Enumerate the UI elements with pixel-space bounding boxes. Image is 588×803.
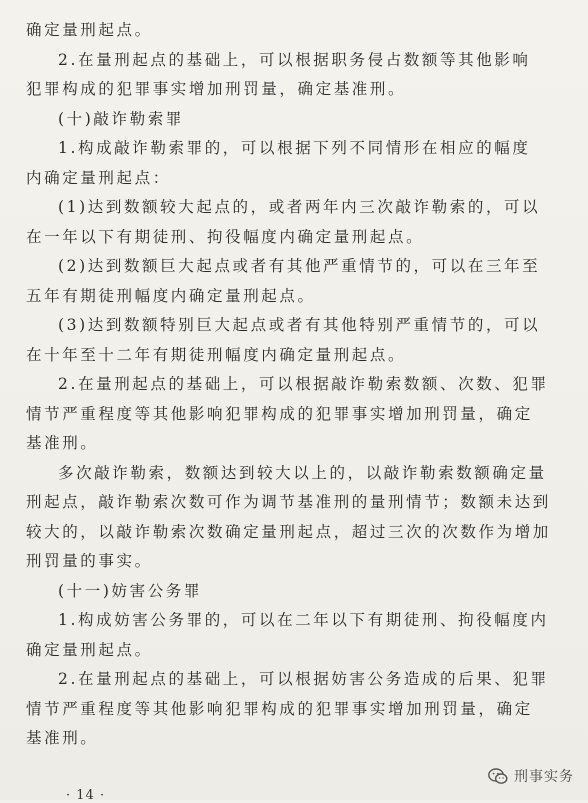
text-line: 在十年至十二年有期徒刑幅度内确定量刑起点。	[26, 345, 407, 364]
text-line: 情节严重程度等其他影响犯罪构成的犯罪事实增加刑罚量，确定	[26, 404, 533, 423]
text-line: 五年有期徒刑幅度内确定量刑起点。	[26, 286, 316, 305]
text-line: 在一年以下有期徒刑、拘役幅度内确定量刑起点。	[26, 227, 425, 246]
text-line: 情节严重程度等其他影响犯罪构成的犯罪事实增加刑罚量，确定	[26, 699, 533, 718]
text-line: 2.在量刑起点的基础上，可以根据职务侵占数额等其他影响	[58, 50, 531, 69]
text-line: 多次敲诈勒索，数额达到较大以上的，以敲诈勒索数额确定量	[58, 463, 547, 482]
text-line: 确定量刑起点。	[26, 21, 153, 39]
text-line: 基准刑。	[26, 729, 99, 747]
section-heading: (十)敲诈勒索罪	[58, 109, 184, 128]
page-number: · 14 ·	[66, 788, 106, 803]
text-line: 2.在量刑起点的基础上，可以根据敲诈勒索数额、次数、犯罪	[58, 375, 549, 393]
text-line: 1.构成妨害公务罪的，可以在二年以下有期徒刑、拘役幅度内	[58, 611, 549, 629]
document-body	[26, 16, 566, 754]
watermark	[488, 766, 574, 786]
text-line: (1)达到数额较大起点的，或者两年内三次敲诈勒索的，可以	[58, 198, 541, 216]
text-line: (2)达到数额巨大起点或者有其他严重情节的，可以在三年至	[58, 257, 541, 275]
text-line: 确定量刑起点。	[26, 640, 153, 659]
text-line: (3)达到数额特别巨大起点或者有其他特别严重情节的，可以	[58, 316, 541, 334]
text-line: 刑起点，敲诈勒索次数可作为调节基准刑的量刑情节；数额未达到	[26, 493, 551, 511]
text-line: 内确定量刑起点：	[26, 168, 171, 187]
text-line: 基准刑。	[26, 434, 99, 452]
text-line: 较大的，以敲诈勒索次数确定量刑起点，超过三次的次数作为增加	[26, 522, 551, 541]
section-heading: (十一)妨害公务罪	[58, 581, 202, 600]
text-line: 刑罚量的事实。	[26, 552, 153, 570]
wechat-icon	[488, 768, 508, 785]
watermark-text: 刑事实务	[514, 769, 574, 785]
text-line: 犯罪构成的犯罪事实增加刑罚量，确定基准刑。	[26, 80, 407, 98]
text-line: 2.在量刑起点的基础上，可以根据妨害公务造成的后果、犯罪	[58, 670, 549, 688]
text-line: 1.构成敲诈勒索罪的，可以根据下列不同情形在相应的幅度	[58, 139, 531, 157]
